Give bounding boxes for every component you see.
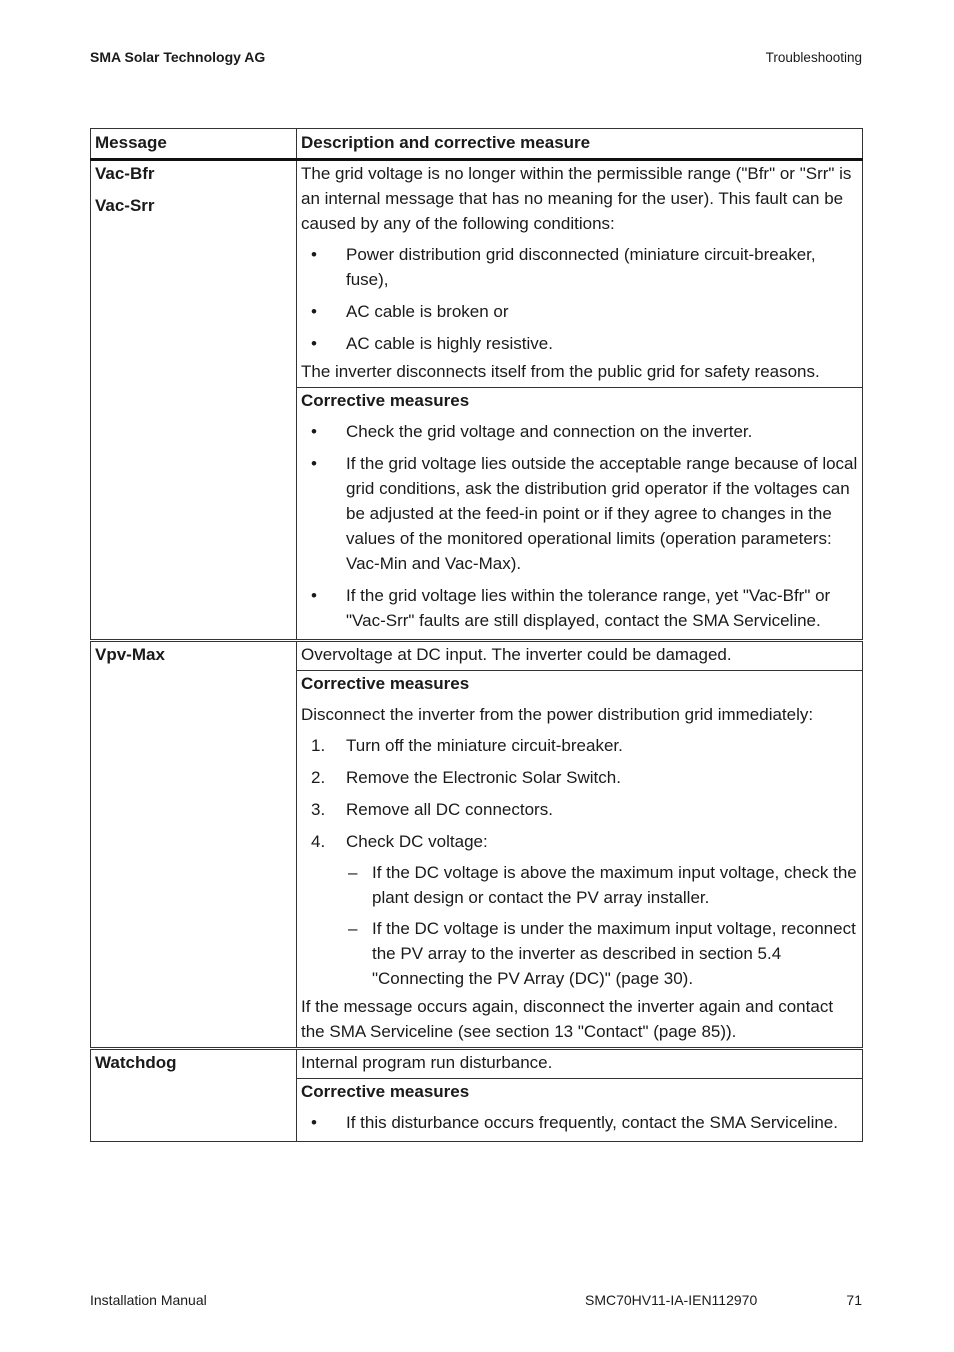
substep-list <box>346 860 858 991</box>
list-item: • Power distribution grid disconnected (miniature circuit-breaker, fuse), <box>311 245 816 289</box>
list-item: 3. Remove all DC connectors. <box>311 800 553 819</box>
description-cell <box>297 1049 863 1079</box>
table-row <box>91 641 863 671</box>
corrective-cell <box>297 1079 863 1142</box>
corrective-cell <box>297 388 863 641</box>
corrective-title: Corrective measures <box>301 1082 470 1101</box>
description-text: The grid voltage is no longer within the permissible range ("Bfr" or "Srr" is an internal message that has no meaning for the user). This fault can be caused by any of the following conditions: <box>301 164 852 233</box>
list-item: • If the grid voltage lies outside the acceptable range because of local grid conditions, ask the distribution grid operator if the voltages can be adjusted at the feed-in point or if they agree to changes in the values of the monitored operational limits (operation parameters: Vac-Min and Vac-Max). <box>311 454 858 573</box>
list-item: 2. Remove the Electronic Solar Switch. <box>311 768 621 787</box>
message-cell-vac <box>91 160 297 641</box>
column-header-description: Description and corrective measure <box>297 129 863 160</box>
step-list <box>301 733 858 991</box>
message-name: Watchdog <box>95 1053 177 1072</box>
message-name: Vac-Bfr <box>95 164 155 183</box>
troubleshooting-table <box>90 128 863 1142</box>
page-number: 71 <box>846 1292 862 1308</box>
corrective-cell <box>297 671 863 1049</box>
company-name: SMA Solar Technology AG <box>90 49 266 65</box>
list-item: 1. Turn off the miniature circuit-breaker. <box>311 736 623 755</box>
message-name: Vpv-Max <box>95 645 165 664</box>
corrective-title: Corrective measures <box>301 391 470 410</box>
section-title: Troubleshooting <box>765 50 862 65</box>
measure-list <box>301 419 858 633</box>
condition-list <box>301 242 858 356</box>
list-item: – If the DC voltage is above the maximum input voltage, check the plant design or contact the PV array installer. <box>348 863 857 907</box>
description-text: Internal program run disturbance. <box>301 1053 553 1072</box>
description-text: If the message occurs again, disconnect the inverter again and contact the SMA Serviceline (see section 13 "Contact" (page 85)). <box>301 997 834 1041</box>
document-code: SMC70HV11-IA-IEN112970 <box>585 1292 758 1308</box>
description-cell <box>297 641 863 671</box>
list-item: • AC cable is broken or <box>311 302 509 321</box>
description-cell <box>297 160 863 388</box>
table-header-row <box>91 129 863 160</box>
message-cell-watchdog <box>91 1049 297 1142</box>
column-header-message: Message <box>91 129 297 160</box>
description-text: The inverter disconnects itself from the public grid for safety reasons. <box>301 362 820 381</box>
list-item: • If this disturbance occurs frequently, contact the SMA Serviceline. <box>311 1113 838 1132</box>
list-item: – If the DC voltage is under the maximum input voltage, reconnect the PV array to the inverter as described in section 5.4 "Connecting the PV Array (DC)" (page 30). <box>348 919 856 988</box>
message-cell-vpv <box>91 641 297 1049</box>
list-item: • AC cable is highly resistive. <box>311 334 553 353</box>
table-row <box>91 160 863 388</box>
document-type: Installation Manual <box>90 1292 207 1308</box>
measure-list <box>301 1110 858 1135</box>
list-item: • Check the grid voltage and connection on the inverter. <box>311 422 753 441</box>
corrective-title: Corrective measures <box>301 674 470 693</box>
message-name: Vac-Srr <box>95 196 155 215</box>
list-item: 4. Check DC voltage: – If the DC voltage is above the maximum input voltage, check the plant design or contact the PV array installer. – If the DC voltage is under the maximum input voltage, reconnect the PV array to the inverter as described in section 5.4 "Connecting the PV Array (DC)" (page 30). <box>301 829 858 991</box>
list-item: • If the grid voltage lies within the tolerance range, yet "Vac-Bfr" or "Vac-Srr" faults are still displayed, contact the SMA Serviceline. <box>311 586 831 630</box>
description-text: Overvoltage at DC input. The inverter could be damaged. <box>301 645 732 664</box>
description-text: Disconnect the inverter from the power distribution grid immediately: <box>301 705 814 724</box>
table-row <box>91 1049 863 1079</box>
